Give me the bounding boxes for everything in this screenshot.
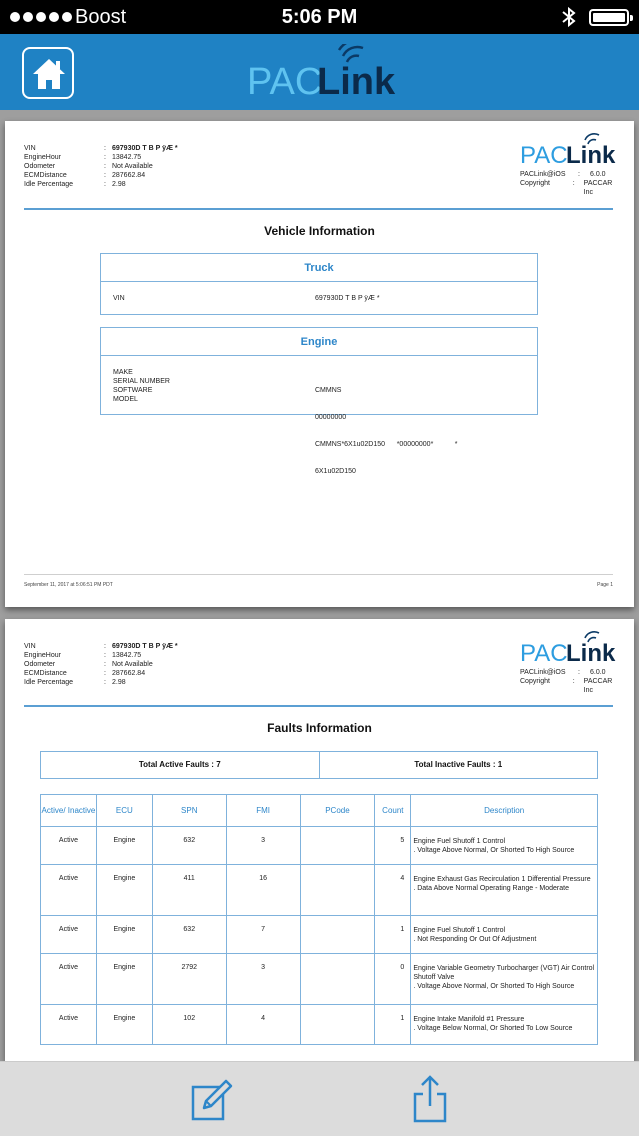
cell-ecu: Engine <box>96 827 152 865</box>
engine-value: CMMNS*6X1u02D150 *00000000* * <box>315 441 458 448</box>
meta-value: 2.98 <box>112 181 126 188</box>
meta-value: 287662.84 <box>112 172 146 179</box>
section-title: Faults Information <box>267 721 372 735</box>
meta-label: Idle Percentage <box>24 679 74 686</box>
paclink-logo <box>247 44 397 104</box>
brand-value: 6.0.0 <box>590 171 606 178</box>
cell-ecu: Engine <box>96 1005 152 1045</box>
meta-value: Not Available <box>112 661 153 668</box>
edit-icon[interactable] <box>190 1078 234 1122</box>
cell-spn: 411 <box>152 865 226 916</box>
bottom-toolbar <box>0 1061 639 1136</box>
engine-header: Engine <box>101 328 537 356</box>
col-header: SPN <box>152 795 226 827</box>
fault-totals <box>40 751 598 779</box>
report-date: September 11, 2017 at 5:06:51 PM PDT <box>24 582 113 588</box>
meta-label: EngineHour <box>24 652 61 659</box>
engine-value: CMMNS <box>315 387 342 394</box>
svg-text:Link: Link <box>566 142 616 168</box>
cell-status: Active <box>41 1005 97 1045</box>
carrier-name: Boost <box>75 6 127 28</box>
meta-value: 13842.75 <box>112 154 142 161</box>
report-brand: PAC Link PACLink@iOS : 6.0.0 Copyright : PACCAR Inc <box>520 132 620 197</box>
brand-value: 6.0.0 <box>590 669 606 676</box>
table-row <box>41 916 598 954</box>
col-header: Count <box>375 795 411 827</box>
cell-description: Engine Intake Manifold #1 Pressure . Voltage Below Normal, Or Shorted To Low Source <box>411 1005 598 1045</box>
cell-ecu: Engine <box>96 954 152 1005</box>
col-header: Active/ Inactive <box>41 795 97 827</box>
vin-label: VIN <box>113 295 125 302</box>
battery-icon <box>589 9 629 26</box>
home-button[interactable] <box>22 47 74 99</box>
truck-header: Truck <box>101 254 537 282</box>
cell-status: Active <box>41 954 97 1005</box>
table-row <box>41 827 598 865</box>
header-divider <box>24 208 613 210</box>
engine-box <box>100 327 538 475</box>
page-number: Page 1 <box>597 582 613 588</box>
cell-spn: 632 <box>152 827 226 865</box>
truck-box <box>100 253 538 315</box>
brand-value: PACCAR Inc <box>583 678 613 694</box>
table-row <box>41 865 598 916</box>
cell-pcode <box>300 1005 375 1045</box>
share-icon[interactable] <box>410 1074 450 1124</box>
cell-ecu: Engine <box>96 865 152 916</box>
cell-status: Active <box>41 827 97 865</box>
engine-value: 00000000 <box>315 414 347 421</box>
engine-label: SERIAL NUMBER <box>113 378 170 385</box>
cell-fmi: 3 <box>226 827 300 865</box>
engine-label: SOFTWARE <box>113 387 153 394</box>
paclink-logo-small <box>520 630 620 666</box>
meta-value: 13842.75 <box>112 652 142 659</box>
brand-label: PACLink@iOS <box>520 171 566 178</box>
col-header: FMI <box>226 795 300 827</box>
logo-pac-text: PAC <box>247 61 323 103</box>
col-header: Description <box>411 795 598 827</box>
cell-description: Engine Fuel Shutoff 1 Control . Not Responding Or Out Of Adjustment <box>411 916 598 954</box>
cell-status: Active <box>41 865 97 916</box>
report-page-1 <box>5 121 634 607</box>
brand-value: PACCAR Inc <box>583 180 613 196</box>
cell-description: Engine Variable Geometry Turbocharger (VGT) Air Control Shutoff Valve . Voltage Above Normal, Or Shorted To High Source <box>411 954 598 1005</box>
cell-spn: 632 <box>152 916 226 954</box>
cell-fmi: 7 <box>226 916 300 954</box>
meta-label: ECMDistance <box>24 670 67 677</box>
home-icon <box>30 55 68 93</box>
faults-table <box>40 794 598 1045</box>
vin-value: 697930D T B P ÿÆ * <box>315 295 380 302</box>
meta-value: 697930D T B P ÿÆ * <box>112 643 178 650</box>
table-header-row <box>41 795 598 827</box>
meta-label: Odometer <box>24 661 56 668</box>
cell-pcode <box>300 916 375 954</box>
section-title: Vehicle Information <box>264 224 375 238</box>
paclink-logo-small <box>520 132 620 168</box>
engine-value: 6X1u02D150 <box>315 468 356 475</box>
meta-label: ECMDistance <box>24 172 67 179</box>
col-header: ECU <box>96 795 152 827</box>
cell-count: 5 <box>375 827 411 865</box>
meta-value: 697930D T B P ÿÆ * <box>112 145 178 152</box>
col-header: PCode <box>300 795 375 827</box>
total-inactive-faults: Total Inactive Faults : 1 <box>319 752 598 778</box>
header-divider <box>24 705 613 707</box>
vehicle-meta: VIN : 697930D T B P ÿÆ * EngineHour : 13842.75 Odometer : Not Available ECMDistance : 287662.84 Idle Percentage : 2.98 <box>24 145 178 188</box>
table-row <box>41 954 598 1005</box>
logo-link-text: Link <box>317 61 396 103</box>
nav-bar <box>0 34 639 110</box>
report-brand: PAC Link PACLink@iOS : 6.0.0 Copyright : PACCAR Inc <box>520 630 620 695</box>
meta-label: VIN <box>24 643 36 650</box>
cell-pcode <box>300 827 375 865</box>
status-bar <box>0 0 639 34</box>
vehicle-meta: VIN : 697930D T B P ÿÆ * EngineHour : 13842.75 Odometer : Not Available ECMDistance : 287662.84 Idle Percentage : 2.98 <box>24 643 178 686</box>
meta-value: 287662.84 <box>112 670 146 677</box>
cell-count: 0 <box>375 954 411 1005</box>
cell-count: 1 <box>375 1005 411 1045</box>
meta-label: Idle Percentage <box>24 181 74 188</box>
cell-pcode <box>300 954 375 1005</box>
engine-labels <box>113 368 170 404</box>
page-footer <box>24 574 613 588</box>
cell-ecu: Engine <box>96 916 152 954</box>
cell-pcode <box>300 865 375 916</box>
meta-value: 2.98 <box>112 679 126 686</box>
cell-description: Engine Exhaust Gas Recirculation 1 Differential Pressure . Data Above Normal Operating Range - Moderate <box>411 865 598 916</box>
bluetooth-icon <box>560 6 578 28</box>
engine-label: MAKE <box>113 369 133 376</box>
brand-label: PACLink@iOS <box>520 669 566 676</box>
cell-spn: 2792 <box>152 954 226 1005</box>
cell-fmi: 3 <box>226 954 300 1005</box>
report-page-2 <box>5 619 634 1061</box>
svg-text:PAC: PAC <box>520 142 568 168</box>
engine-values <box>315 368 457 494</box>
cell-count: 1 <box>375 916 411 954</box>
status-time: 5:06 PM <box>281 6 358 28</box>
cell-status: Active <box>41 916 97 954</box>
meta-label: Odometer <box>24 163 56 170</box>
svg-text:PAC: PAC <box>520 640 568 666</box>
engine-label: MODEL <box>113 396 138 403</box>
cell-fmi: 16 <box>226 865 300 916</box>
brand-label: Copyright <box>520 678 550 685</box>
cell-description: Engine Fuel Shutoff 1 Control . Voltage Above Normal, Or Shorted To High Source <box>411 827 598 865</box>
meta-label: EngineHour <box>24 154 61 161</box>
total-active-faults: Total Active Faults : 7 <box>138 760 221 769</box>
cell-fmi: 4 <box>226 1005 300 1045</box>
table-row <box>41 1005 598 1045</box>
meta-label: VIN <box>24 145 36 152</box>
meta-value: Not Available <box>112 163 153 170</box>
svg-text:Link: Link <box>566 640 616 666</box>
cell-count: 4 <box>375 865 411 916</box>
cell-spn: 102 <box>152 1005 226 1045</box>
brand-label: Copyright <box>520 180 550 187</box>
